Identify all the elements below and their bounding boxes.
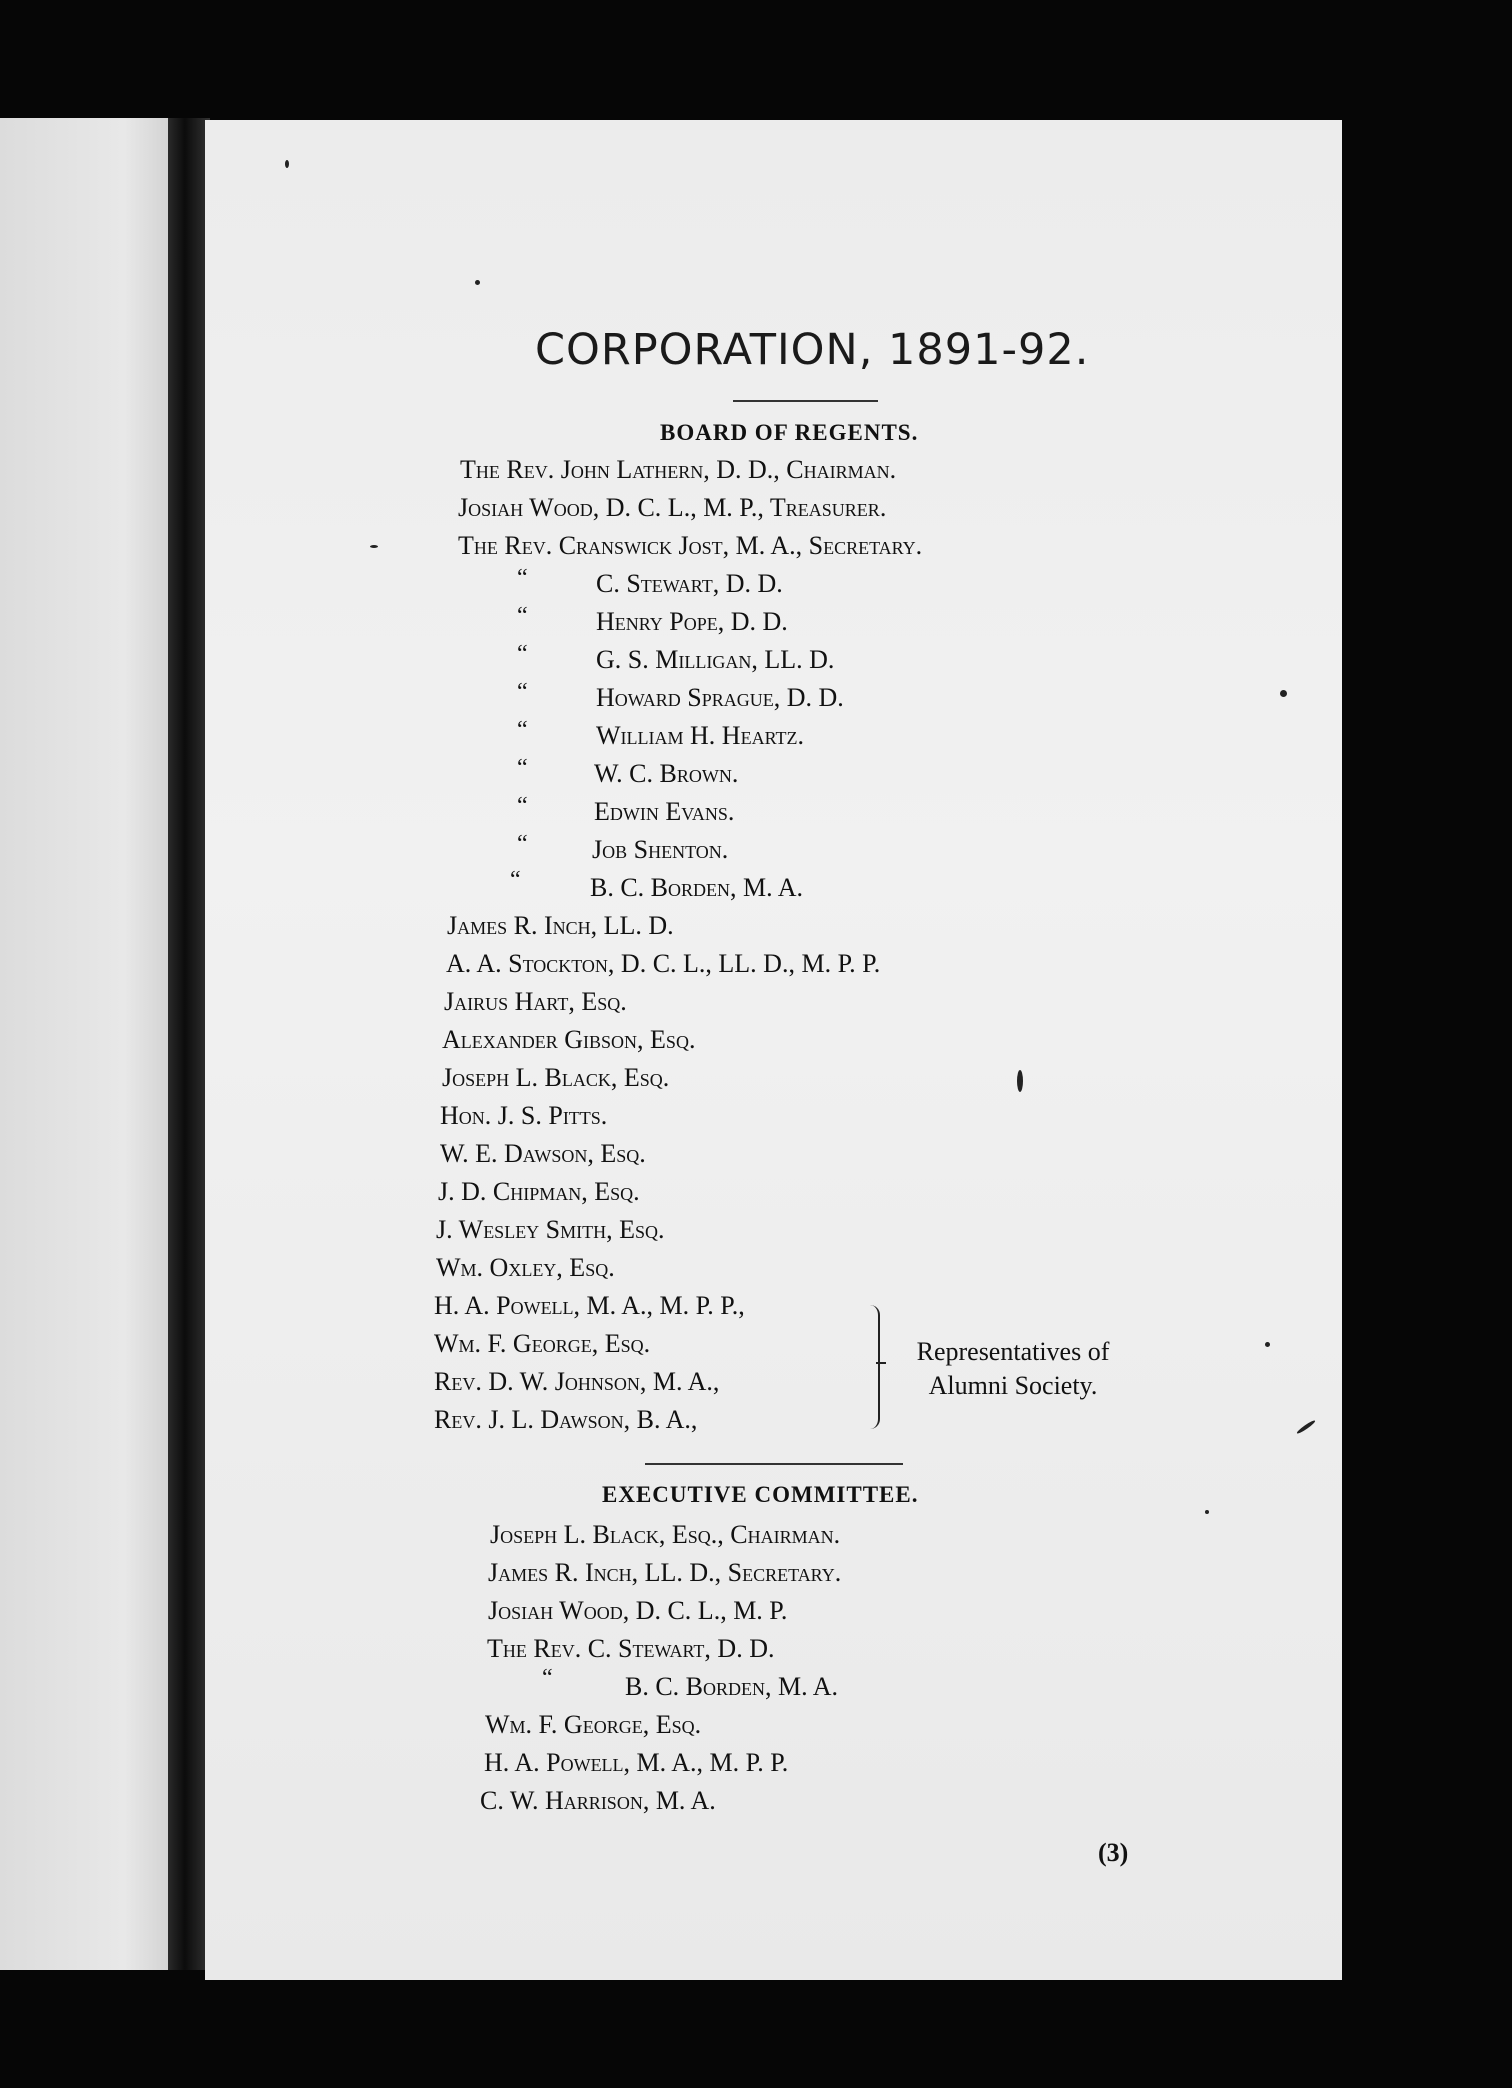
ink-speck [1296, 1419, 1316, 1435]
alumni-note-line2: Alumni Society. [928, 1371, 1098, 1400]
board-heading: BOARD OF REGENTS. [660, 420, 919, 445]
board-member: A. A. Stockton, D. C. L., LL. D., M. P. P. [446, 949, 881, 978]
board-member: James R. Inch, LL. D. [447, 911, 674, 940]
alumni-brace-tip [876, 1362, 886, 1364]
ditto-mark: “ [517, 717, 528, 743]
board-ditto-line: Edwin Evans. [594, 797, 735, 826]
executive-line: Josiah Wood, D. C. L., M. P. [488, 1596, 788, 1625]
ink-speck [475, 280, 480, 285]
board-line: The Rev. John Lathern, D. D., Chairman. [460, 455, 897, 484]
board-ditto-line: Howard Sprague, D. D. [596, 683, 844, 712]
board-member: W. E. Dawson, Esq. [440, 1139, 646, 1168]
board-member: J. D. Chipman, Esq. [438, 1177, 640, 1206]
alumni-brace [864, 1305, 880, 1429]
board-ditto-line: William H. Heartz. [596, 721, 804, 750]
book-spine [168, 118, 210, 1970]
board-ditto-line: Job Shenton. [592, 835, 729, 864]
ditto-mark: “ [517, 641, 528, 667]
board-member: Wm. Oxley, Esq. [436, 1253, 615, 1282]
board-ditto-line: G. S. Milligan, LL. D. [596, 645, 835, 674]
executive-line: Joseph L. Black, Esq., Chairman. [490, 1520, 841, 1549]
board-member: Joseph L. Black, Esq. [442, 1063, 670, 1092]
board-line: Josiah Wood, D. C. L., M. P., Treasurer. [458, 493, 887, 522]
ink-speck [370, 545, 378, 548]
page-title: CORPORATION, 1891-92. [535, 325, 1090, 375]
board-member: J. Wesley Smith, Esq. [436, 1215, 665, 1244]
ink-speck [1017, 1070, 1023, 1092]
executive-member: C. W. Harrison, M. A. [480, 1786, 716, 1815]
board-line: The Rev. Cranswick Jost, M. A., Secretary. [458, 531, 923, 560]
ink-speck [1265, 1342, 1270, 1347]
alumni-note [888, 1335, 1138, 1403]
ditto-mark: “ [517, 565, 528, 591]
board-ditto-line: Henry Pope, D. D. [596, 607, 788, 636]
ditto-mark: “ [517, 679, 528, 705]
board-member: Hon. J. S. Pitts. [440, 1101, 608, 1130]
title-rule [733, 400, 878, 402]
ink-speck [1280, 690, 1287, 697]
ditto-mark: “ [517, 793, 528, 819]
section-rule [645, 1463, 903, 1465]
alumni-representative: Wm. F. George, Esq. [434, 1329, 651, 1358]
alumni-representative: H. A. Powell, M. A., M. P. P., [434, 1291, 745, 1320]
alumni-representative: Rev. D. W. Johnson, M. A., [434, 1367, 720, 1396]
ditto-mark: “ [517, 831, 528, 857]
alumni-representative: Rev. J. L. Dawson, B. A., [434, 1405, 698, 1434]
board-member: Alexander Gibson, Esq. [442, 1025, 696, 1054]
ditto-mark: “ [517, 755, 528, 781]
ink-speck [1205, 1510, 1209, 1514]
ditto-mark: “ [542, 1665, 553, 1691]
executive-heading: EXECUTIVE COMMITTEE. [602, 1482, 919, 1507]
left-page-fragment [0, 118, 178, 1970]
executive-member: Wm. F. George, Esq. [485, 1710, 702, 1739]
board-ditto-line: B. C. Borden, M. A. [590, 873, 803, 902]
board-ditto-line: C. Stewart, D. D. [596, 569, 783, 598]
alumni-note-line1: Representatives of [916, 1337, 1110, 1366]
board-member: Jairus Hart, Esq. [444, 987, 627, 1016]
executive-line: The Rev. C. Stewart, D. D. [487, 1634, 775, 1663]
page-number: (3) [1098, 1838, 1129, 1867]
ditto-mark: “ [517, 603, 528, 629]
executive-member: H. A. Powell, M. A., M. P. P. [484, 1748, 789, 1777]
executive-line: James R. Inch, LL. D., Secretary. [488, 1558, 842, 1587]
board-ditto-line: W. C. Brown. [594, 759, 739, 788]
ink-speck [285, 160, 289, 168]
executive-ditto-line: B. C. Borden, M. A. [625, 1672, 838, 1701]
ditto-mark: “ [510, 867, 521, 893]
